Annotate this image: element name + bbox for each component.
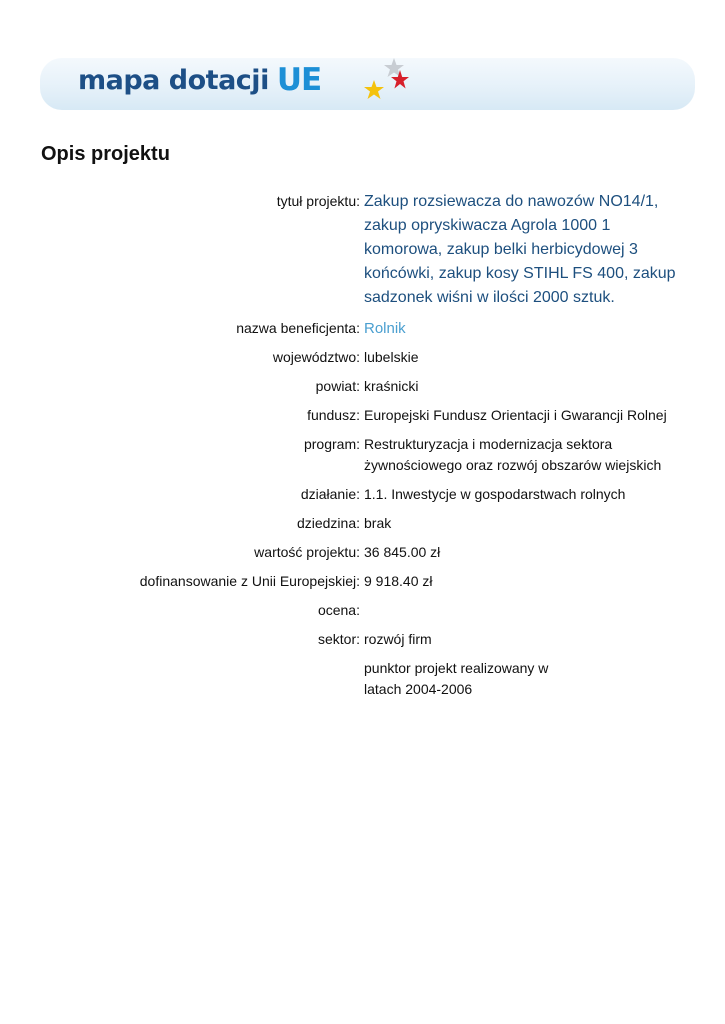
- field-label: nazwa beneficjenta:: [236, 320, 360, 336]
- field-label: tytuł projektu:: [276, 193, 360, 209]
- field-label: działanie:: [300, 486, 360, 502]
- detail-row-rating: [0, 600, 725, 621]
- detail-row-title: [0, 190, 725, 310]
- field-label: dziedzina:: [296, 515, 360, 531]
- detail-row-county: [0, 376, 725, 397]
- field-value: rozwój firm: [364, 631, 432, 647]
- detail-row-period: [0, 658, 725, 700]
- field-value: 36 845.00 zł: [364, 544, 441, 560]
- field-label: ocena:: [317, 602, 360, 618]
- field-label: dofinansowanie z Unii Europejskiej:: [139, 573, 360, 589]
- detail-row-sector: [0, 629, 725, 650]
- field-label: program:: [303, 436, 360, 452]
- field-value: kraśnicki: [364, 378, 419, 394]
- field-label: województwo:: [272, 349, 360, 365]
- field-label: fundusz:: [307, 407, 360, 423]
- page-title: Opis projektu: [41, 143, 170, 165]
- logo-ue-text: UE: [276, 62, 322, 98]
- field-label: powiat:: [315, 378, 360, 394]
- period-note: punktor projekt realizowany w latach 2004-2006: [364, 660, 549, 697]
- logo-text: mapa dotacji: [78, 64, 269, 96]
- field-value: 1.1. Inwestycje w gospodarstwach rolnych: [364, 486, 626, 502]
- detail-row-project-value: [0, 542, 725, 563]
- red-star-icon: [391, 70, 409, 89]
- beneficiary-link[interactable]: Rolnik: [364, 320, 406, 337]
- detail-row-action: [0, 484, 725, 505]
- project-details: [0, 190, 725, 708]
- site-logo[interactable]: [78, 56, 321, 104]
- detail-row-voivodeship: [0, 347, 725, 368]
- detail-row-fund: [0, 405, 725, 426]
- field-value: Europejski Fundusz Orientacji i Gwarancji Rolnej: [364, 407, 667, 423]
- yellow-star-icon: [364, 80, 384, 99]
- field-label: sektor:: [317, 631, 360, 647]
- project-title-value: Zakup rozsiewacza do nawozów NO14/1, zakup opryskiwacza Agrola 1000 1 komorowa, zakup belki herbicydowej 3 końcówki, zakup kosy STIHL FS 400, zakup sadzonek wiśni w ilości 2000 sztuk.: [364, 193, 676, 306]
- field-value: lubelskie: [364, 349, 419, 365]
- field-label: wartość projektu:: [254, 544, 360, 560]
- detail-row-program: [0, 434, 725, 476]
- detail-row-domain: [0, 513, 725, 534]
- field-value: brak: [364, 515, 392, 531]
- field-value: Restrukturyzacja i modernizacja sektora żywnościowego oraz rozwój obszarów wiejskich: [364, 436, 662, 473]
- detail-row-eu-funding: [0, 571, 725, 592]
- field-value: 9 918.40 zł: [364, 573, 433, 589]
- detail-row-beneficiary: [0, 318, 725, 339]
- eu-stars-icon: [354, 54, 410, 106]
